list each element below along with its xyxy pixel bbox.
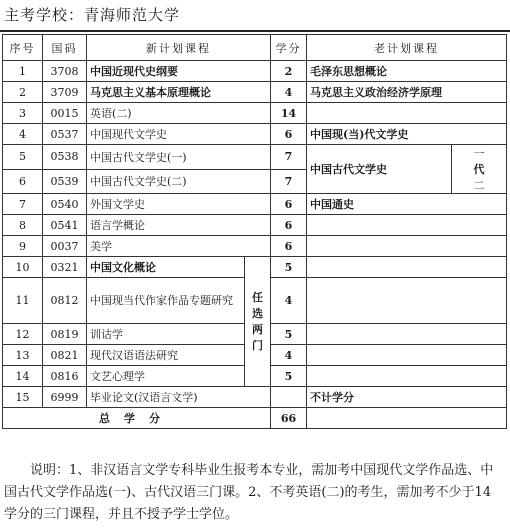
row-old-course (307, 236, 507, 257)
row-credits: 2 (271, 61, 307, 82)
row-course: 中国现当代作家作品专题研究 (87, 278, 245, 324)
elective-char: 两 (252, 322, 263, 336)
elective-char: 任 (252, 290, 263, 304)
row-seq: 13 (3, 345, 43, 366)
row-course: 中国古代文学史(二) (87, 169, 271, 194)
row-course: 马克思主义基本原理概论 (87, 82, 271, 103)
total-credits: 66 (271, 408, 307, 429)
row-course: 语言学概论 (87, 215, 271, 236)
row-course: 中国近现代史纲要 (87, 61, 271, 82)
row-credits (271, 387, 307, 408)
row-seq: 7 (3, 194, 43, 215)
row-course: 外国文学史 (87, 194, 271, 215)
table-row (3, 61, 507, 82)
row-credits: 4 (271, 345, 307, 366)
row-course: 美学 (87, 236, 271, 257)
row-old-course (307, 278, 507, 324)
dynasty-mark: 代 (473, 163, 485, 176)
row-code: 6999 (43, 387, 87, 408)
header-code: 国码 (43, 35, 87, 61)
elective-char: 选 (252, 306, 263, 320)
row-seq: 8 (3, 215, 43, 236)
row-code: 0537 (43, 124, 87, 145)
row-seq: 3 (3, 103, 43, 124)
row-old-course: 马克思主义政治经济学原理 (307, 82, 507, 103)
table-row (3, 236, 507, 257)
table-row (3, 82, 507, 103)
header-old-plan: 老计划课程 (307, 35, 507, 61)
total-row (3, 408, 507, 429)
table-row (3, 215, 507, 236)
row-code: 0538 (43, 145, 87, 170)
row-credits: 6 (271, 236, 307, 257)
table-row (3, 103, 507, 124)
row-old-course: 不计学分 (307, 387, 507, 408)
row-course: 毕业论文(汉语言文学) (87, 387, 271, 408)
total-label: 总学分 (3, 408, 271, 429)
row-code: 0540 (43, 194, 87, 215)
row-seq: 11 (3, 278, 43, 324)
row-credits: 5 (271, 324, 307, 345)
row-old-course (307, 366, 507, 387)
row-course: 中国古代文学史(一) (87, 145, 271, 170)
row-credits: 4 (271, 278, 307, 324)
row-old-course: 中国现(当)代文学史 (307, 124, 507, 145)
row-old-course: 中国古代文学史 (307, 145, 452, 194)
row-credits: 5 (271, 366, 307, 387)
row-credits: 14 (271, 103, 307, 124)
row-code: 0539 (43, 169, 87, 194)
table-row (3, 124, 507, 145)
row-credits: 4 (271, 82, 307, 103)
row-credits: 6 (271, 215, 307, 236)
row-old-course: 毛泽东思想概论 (307, 61, 507, 82)
row-credits: 7 (271, 145, 307, 170)
elective-group-label (245, 257, 271, 387)
row-credits: 7 (271, 169, 307, 194)
row-seq: 5 (3, 145, 43, 170)
course-table (2, 34, 507, 429)
row-seq: 15 (3, 387, 43, 408)
row-old-course (307, 103, 507, 124)
row-seq: 6 (3, 169, 43, 194)
table-row (3, 145, 507, 170)
row-code: 0037 (43, 236, 87, 257)
row-seq: 1 (3, 61, 43, 82)
row-seq: 14 (3, 366, 43, 387)
row-code: 0819 (43, 324, 87, 345)
row-course: 训诂学 (87, 324, 245, 345)
row-seq: 12 (3, 324, 43, 345)
row-old-course (307, 257, 507, 278)
row-seq: 9 (3, 236, 43, 257)
old-ancient-part-label (452, 145, 507, 194)
row-code: 0541 (43, 215, 87, 236)
table-row (3, 257, 507, 278)
explanatory-note: 说明：1、非汉语言文学专科毕业生报考本专业，需加考中国现代文学作品选、中国古代文学作品选(一)、古代汉语三门课。2、不考英语(二)的考生，需加考不少于14学分的三门课程，并且不授予学士学位。 (4, 463, 494, 522)
row-credits: 6 (271, 124, 307, 145)
row-seq: 2 (3, 82, 43, 103)
total-old-empty (307, 408, 507, 429)
row-old-course (307, 324, 507, 345)
row-old-course (307, 215, 507, 236)
row-credits: 5 (271, 257, 307, 278)
row-seq: 4 (3, 124, 43, 145)
table-row (3, 194, 507, 215)
row-old-course: 中国通史 (307, 194, 507, 215)
row-course: 现代汉语语法研究 (87, 345, 245, 366)
header-seq: 序号 (3, 35, 43, 61)
row-course: 英语(二) (87, 103, 271, 124)
row-course: 中国文化概论 (87, 257, 245, 278)
row-code: 3709 (43, 82, 87, 103)
row-code: 0015 (43, 103, 87, 124)
row-code: 0812 (43, 278, 87, 324)
row-code: 0816 (43, 366, 87, 387)
title-divider (0, 30, 510, 32)
row-code: 0821 (43, 345, 87, 366)
table-header-row (3, 35, 507, 61)
row-code: 0321 (43, 257, 87, 278)
part-two-mark: 二 (473, 179, 485, 192)
row-credits: 6 (271, 194, 307, 215)
page-title: 主考学校：青海师范大学 (4, 6, 181, 24)
table-row (3, 387, 507, 408)
row-course: 中国现代文学史 (87, 124, 271, 145)
header-new-plan: 新计划课程 (87, 35, 271, 61)
row-course: 文艺心理学 (87, 366, 245, 387)
row-old-course (307, 345, 507, 366)
elective-char: 门 (252, 338, 263, 352)
part-one-mark: 一 (473, 147, 485, 160)
header-credits: 学分 (271, 35, 307, 61)
row-code: 3708 (43, 61, 87, 82)
row-seq: 10 (3, 257, 43, 278)
